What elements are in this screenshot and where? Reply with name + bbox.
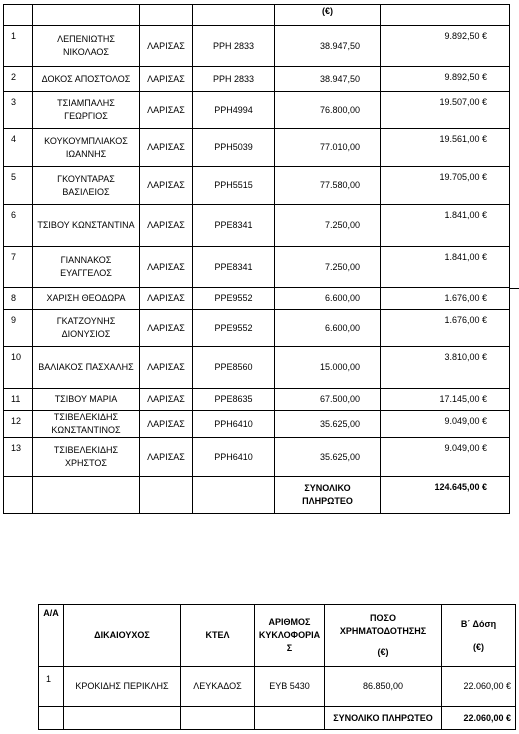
table-header-row xyxy=(39,605,516,667)
row-no: 2 xyxy=(4,67,33,92)
header-no: Α/Α xyxy=(39,605,64,667)
total-cell-empty xyxy=(181,707,255,730)
row-plate: ΡΡΗ5039 xyxy=(193,129,275,167)
header-cell-empty xyxy=(140,5,193,26)
total-label: ΣΥΝΟΛΙΚΟ ΠΛΗΡΩΤΕΟ xyxy=(325,707,442,730)
table-border-overhang xyxy=(509,288,519,289)
row-plate: ΡΡΕ9552 xyxy=(193,310,275,347)
row-name: ΓΚΑΤΖΟΥΝΗΣ ΔΙΟΝΥΣΙΟΣ xyxy=(33,310,140,347)
header-ktel: ΚΤΕΛ xyxy=(181,605,255,667)
row-ktel: ΛΕΥΚΑΔΟΣ xyxy=(181,667,255,707)
total-value: 22.060,00 € xyxy=(442,707,516,730)
row-name: ΚΟΥΚΟΥΜΠΛΙΑΚΟΣ ΙΩΑΝΝΗΣ xyxy=(33,129,140,167)
row-no: 3 xyxy=(4,92,33,129)
total-label: ΣΥΝΟΛΙΚΟ ΠΛΗΡΩΤΕΟ xyxy=(275,477,381,514)
row-payment: 9.049,00 € xyxy=(381,411,510,438)
row-name: ΛΕΠΕΝΙΩΤΗΣ ΝΙΚΟΛΑΟΣ xyxy=(33,26,140,67)
row-ktel: ΛΑΡΙΣΑΣ xyxy=(140,389,193,411)
header-beneficiary: ΔΙΚΑΙΟΥΧΟΣ xyxy=(64,605,181,667)
row-amount: 67.500,00 xyxy=(275,389,381,411)
row-name: ΤΣΙΒΕΛΕΚΙΔΗΣ ΚΩΝΣΤΑΝΤΙΝΟΣ xyxy=(33,411,140,438)
row-ktel: ΛΑΡΙΣΑΣ xyxy=(140,411,193,438)
row-amount: 38.947,50 xyxy=(275,26,381,67)
header-cell-empty xyxy=(193,5,275,26)
row-payment: 1.841,00 € xyxy=(381,205,510,247)
header-amount-unit: (€) xyxy=(275,5,381,26)
row-plate: ΡΡΗ6410 xyxy=(193,411,275,438)
row-name: ΓΚΟΥΝΤΑΡΑΣ ΒΑΣΙΛΕΙΟΣ xyxy=(33,167,140,205)
row-amount: 35.625,00 xyxy=(275,411,381,438)
row-amount: 77.580,00 xyxy=(275,167,381,205)
header-amount-unit: (€) xyxy=(377,647,389,657)
table-row xyxy=(39,667,516,707)
row-plate: ΡΡΕ8560 xyxy=(193,347,275,389)
row-plate: ΡΡΕ8635 xyxy=(193,389,275,411)
row-ktel: ΛΑΡΙΣΑΣ xyxy=(140,347,193,389)
row-payment: 9.892,50 € xyxy=(381,67,510,92)
table-row xyxy=(4,167,510,205)
row-ktel: ΛΑΡΙΣΑΣ xyxy=(140,247,193,288)
table-row xyxy=(4,310,510,347)
total-cell-empty xyxy=(193,477,275,514)
row-no: 13 xyxy=(4,438,33,477)
table-row xyxy=(4,205,510,247)
payments-table-lefkada xyxy=(38,604,516,730)
row-ktel: ΛΑΡΙΣΑΣ xyxy=(140,205,193,247)
row-ktel: ΛΑΡΙΣΑΣ xyxy=(140,129,193,167)
row-plate: ΕΥΒ 5430 xyxy=(255,667,325,707)
total-cell-empty xyxy=(4,477,33,514)
table-header-row xyxy=(4,5,510,26)
row-ktel: ΛΑΡΙΣΑΣ xyxy=(140,167,193,205)
row-no: 12 xyxy=(4,411,33,438)
row-payment: 1.841,00 € xyxy=(381,247,510,288)
row-ktel: ΛΑΡΙΣΑΣ xyxy=(140,67,193,92)
table-row xyxy=(4,347,510,389)
total-cell-empty xyxy=(39,707,64,730)
row-amount: 77.010,00 xyxy=(275,129,381,167)
row-amount: 86.850,00 xyxy=(325,667,442,707)
total-row xyxy=(39,707,516,730)
row-name: ΒΑΛΙΑΚΟΣ ΠΑΣΧΑΛΗΣ xyxy=(33,347,140,389)
row-plate: ΡΡΕ8341 xyxy=(193,205,275,247)
row-name: ΔΟΚΟΣ ΑΠΟΣΤΟΛΟΣ xyxy=(33,67,140,92)
table-row xyxy=(4,247,510,288)
row-no: 1 xyxy=(39,667,64,707)
row-payment: 19.561,00 € xyxy=(381,129,510,167)
table-row xyxy=(4,67,510,92)
row-name: ΤΣΙΒΟΥ ΜΑΡΙΑ xyxy=(33,389,140,411)
table-row xyxy=(4,411,510,438)
header-payment-unit: (€) xyxy=(473,641,484,652)
row-amount: 76.800,00 xyxy=(275,92,381,129)
table-row xyxy=(4,438,510,477)
table-row xyxy=(4,26,510,67)
total-cell-empty xyxy=(64,707,181,730)
header-cell-empty xyxy=(4,5,33,26)
row-no: 4 xyxy=(4,129,33,167)
total-cell-empty xyxy=(255,707,325,730)
row-payment: 19.705,00 € xyxy=(381,167,510,205)
payments-table-larisa xyxy=(3,4,510,514)
row-plate: ΡΡΕ9552 xyxy=(193,288,275,310)
table-row xyxy=(4,288,510,310)
row-ktel: ΛΑΡΙΣΑΣ xyxy=(140,438,193,477)
row-payment: 22.060,00 € xyxy=(442,667,516,707)
header-amount xyxy=(325,605,442,667)
header-payment-label: Β΄ Δόση xyxy=(460,618,497,629)
row-no: 6 xyxy=(4,205,33,247)
row-ktel: ΛΑΡΙΣΑΣ xyxy=(140,26,193,67)
row-payment: 1.676,00 € xyxy=(381,288,510,310)
row-amount: 35.625,00 xyxy=(275,438,381,477)
row-name: ΤΣΙΑΜΠΑΛΗΣ ΓΕΩΡΓΙΟΣ xyxy=(33,92,140,129)
row-payment: 9.892,50 € xyxy=(381,26,510,67)
table-row xyxy=(4,129,510,167)
row-plate: ΡΡΗ4994 xyxy=(193,92,275,129)
total-cell-empty xyxy=(33,477,140,514)
row-no: 9 xyxy=(4,310,33,347)
row-no: 7 xyxy=(4,247,33,288)
row-payment: 1.676,00 € xyxy=(381,310,510,347)
header-plate: ΑΡΙΘΜΟΣ ΚΥΚΛΟΦΟΡΙΑ Σ xyxy=(255,605,325,667)
row-plate: ΡΡΗ5515 xyxy=(193,167,275,205)
row-plate: ΡΡΕ8341 xyxy=(193,247,275,288)
row-payment: 19.507,00 € xyxy=(381,92,510,129)
row-name: ΚΡΟΚΙΔΗΣ ΠΕΡΙΚΛΗΣ xyxy=(64,667,181,707)
row-name: ΓΙΑΝΝΑΚΟΣ ΕΥΑΓΓΕΛΟΣ xyxy=(33,247,140,288)
row-name: ΧΑΡΙΣΗ ΘΕΟΔΩΡΑ xyxy=(33,288,140,310)
header-cell-empty xyxy=(381,5,510,26)
row-amount: 15.000,00 xyxy=(275,347,381,389)
row-plate: ΡΡΗ 2833 xyxy=(193,26,275,67)
row-amount: 6.600,00 xyxy=(275,288,381,310)
row-amount: 6.600,00 xyxy=(275,310,381,347)
row-plate: ΡΡΗ6410 xyxy=(193,438,275,477)
row-payment: 17.145,00 € xyxy=(381,389,510,411)
row-ktel: ΛΑΡΙΣΑΣ xyxy=(140,310,193,347)
total-row xyxy=(4,477,510,514)
row-amount: 7.250,00 xyxy=(275,247,381,288)
header-payment xyxy=(442,605,516,667)
table-row xyxy=(4,92,510,129)
header-cell-empty xyxy=(33,5,140,26)
row-no: 1 xyxy=(4,26,33,67)
row-no: 5 xyxy=(4,167,33,205)
row-no: 8 xyxy=(4,288,33,310)
total-cell-empty xyxy=(140,477,193,514)
row-ktel: ΛΑΡΙΣΑΣ xyxy=(140,288,193,310)
row-amount: 38.947,50 xyxy=(275,67,381,92)
row-name: ΤΣΙΒΟΥ ΚΩΝΣΤΑΝΤΙΝΑ xyxy=(33,205,140,247)
row-payment: 3.810,00 € xyxy=(381,347,510,389)
row-no: 11 xyxy=(4,389,33,411)
row-ktel: ΛΑΡΙΣΑΣ xyxy=(140,92,193,129)
row-plate: ΡΡΗ 2833 xyxy=(193,67,275,92)
header-amount-label: ΠΟΣΟ ΧΡΗΜΑΤΟΔΟΤΗΣΗΣ xyxy=(339,613,427,636)
total-value: 124.645,00 € xyxy=(381,477,510,514)
row-payment: 9.049,00 € xyxy=(381,438,510,477)
row-name: ΤΣΙΒΕΛΕΚΙΔΗΣ ΧΡΗΣΤΟΣ xyxy=(33,438,140,477)
table-row xyxy=(4,389,510,411)
row-amount: 7.250,00 xyxy=(275,205,381,247)
row-no: 10 xyxy=(4,347,33,389)
